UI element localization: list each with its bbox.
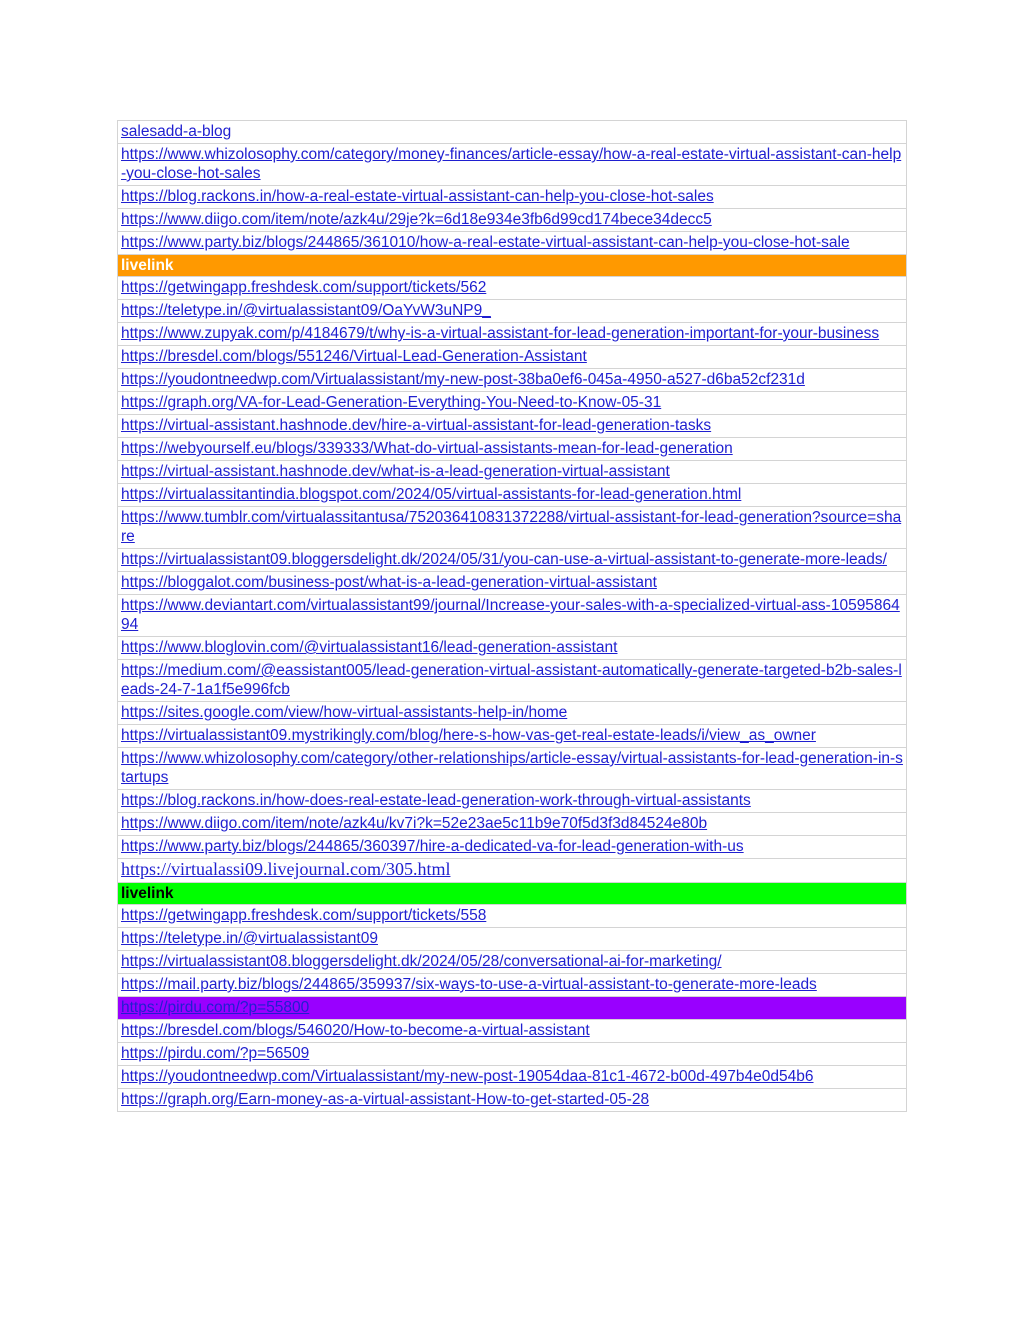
link[interactable]: https://webyourself.eu/blogs/339333/What-do-virtual-assistants-mean-for-lead-generation bbox=[121, 440, 733, 457]
link[interactable]: https://www.zupyak.com/p/4184679/t/why-is-a-virtual-assistant-for-lead-generation-important-for-your-business bbox=[121, 325, 880, 342]
section-header-label: livelink bbox=[118, 255, 907, 277]
link[interactable]: https://pirdu.com/?p=55800 bbox=[121, 999, 310, 1016]
link-cell bbox=[118, 186, 907, 209]
link-row bbox=[118, 859, 907, 883]
link-row bbox=[118, 660, 907, 702]
link-cell bbox=[118, 415, 907, 438]
link-cell bbox=[118, 974, 907, 997]
link[interactable]: https://getwingapp.freshdesk.com/support/tickets/558 bbox=[121, 907, 487, 924]
link-row bbox=[118, 369, 907, 392]
link[interactable]: https://virtualassi09.livejournal.com/305.html bbox=[121, 859, 451, 879]
link-table-body bbox=[118, 121, 907, 1112]
link-cell bbox=[118, 507, 907, 549]
link[interactable]: salesadd-a-blog bbox=[121, 123, 232, 140]
link-row bbox=[118, 549, 907, 572]
link-row bbox=[118, 748, 907, 790]
link[interactable]: https://teletype.in/@virtualassistant09/OaYvW3uNP9_ bbox=[121, 302, 491, 319]
link-row bbox=[118, 702, 907, 725]
link-cell bbox=[118, 300, 907, 323]
link-cell bbox=[118, 1066, 907, 1089]
link[interactable]: https://www.tumblr.com/virtualassitantusa/752036410831372288/virtual-assistant-for-lead-generation?source=share bbox=[121, 509, 902, 545]
link-cell bbox=[118, 595, 907, 637]
link-row bbox=[118, 905, 907, 928]
link[interactable]: https://medium.com/@eassistant005/lead-generation-virtual-assistant-automatically-generate-targeted-b2b-sales-leads-24-7-1a1f5e996fcb bbox=[121, 662, 902, 698]
link[interactable]: https://bresdel.com/blogs/546020/How-to-become-a-virtual-assistant bbox=[121, 1022, 590, 1039]
link-row bbox=[118, 974, 907, 997]
link-cell bbox=[118, 277, 907, 300]
link-row bbox=[118, 1066, 907, 1089]
link[interactable]: https://www.bloglovin.com/@virtualassistant16/lead-generation-assistant bbox=[121, 639, 618, 656]
link[interactable]: https://virtual-assistant.hashnode.dev/what-is-a-lead-generation-virtual-assistant bbox=[121, 463, 670, 480]
link[interactable]: https://www.whizolosophy.com/category/other-relationships/article-essay/virtual-assistants-for-lead-generation-in-startups bbox=[121, 750, 903, 786]
link-row bbox=[118, 1043, 907, 1066]
link[interactable]: https://youdontneedwp.com/Virtualassistant/my-new-post-19054daa-81c1-4672-b00d-497b4e0d54b6 bbox=[121, 1068, 814, 1085]
link[interactable]: https://sites.google.com/view/how-virtual-assistants-help-in/home bbox=[121, 704, 568, 721]
link[interactable]: https://pirdu.com/?p=56509 bbox=[121, 1045, 310, 1062]
link[interactable]: https://www.party.biz/blogs/244865/361010/how-a-real-estate-virtual-assistant-can-help-you-close-hot-sale bbox=[121, 234, 850, 251]
link-row bbox=[118, 507, 907, 549]
link-cell bbox=[118, 725, 907, 748]
link-cell bbox=[118, 438, 907, 461]
link-row bbox=[118, 392, 907, 415]
link-cell bbox=[118, 121, 907, 144]
link-cell bbox=[118, 836, 907, 859]
link-cell bbox=[118, 951, 907, 974]
link-cell bbox=[118, 144, 907, 186]
link-cell bbox=[118, 572, 907, 595]
link-row bbox=[118, 323, 907, 346]
link-row bbox=[118, 415, 907, 438]
link[interactable]: https://virtualassitantindia.blogspot.com/2024/05/virtual-assistants-for-lead-generation.html bbox=[121, 486, 742, 503]
link[interactable]: https://teletype.in/@virtualassistant09 bbox=[121, 930, 378, 947]
link[interactable]: https://graph.org/VA-for-Lead-Generation-Everything-You-Need-to-Know-05-31 bbox=[121, 394, 662, 411]
link[interactable]: https://blog.rackons.in/how-does-real-estate-lead-generation-work-through-virtual-assistants bbox=[121, 792, 751, 809]
link[interactable]: https://www.deviantart.com/virtualassistant99/journal/Increase-your-sales-with-a-specialized-virtual-ass-1059586494 bbox=[121, 597, 900, 633]
link-cell bbox=[118, 346, 907, 369]
link[interactable]: https://youdontneedwp.com/Virtualassistant/my-new-post-38ba0ef6-045a-4950-a527-d6ba52cf231d bbox=[121, 371, 805, 388]
link-row bbox=[118, 997, 907, 1020]
link-cell bbox=[118, 461, 907, 484]
link[interactable]: https://blog.rackons.in/how-a-real-estate-virtual-assistant-can-help-you-close-hot-sales bbox=[121, 188, 714, 205]
link[interactable]: https://virtualassistant09.mystrikingly.com/blog/here-s-how-vas-get-real-estate-leads/i/view_as_owner bbox=[121, 727, 816, 744]
link[interactable]: https://virtual-assistant.hashnode.dev/hire-a-virtual-assistant-for-lead-generation-tasks bbox=[121, 417, 712, 434]
link[interactable]: https://virtualassistant09.bloggersdelight.dk/2024/05/31/you-can-use-a-virtual-assistant-to-generate-more-leads/ bbox=[121, 551, 887, 568]
link-cell bbox=[118, 790, 907, 813]
link-row bbox=[118, 572, 907, 595]
link-row bbox=[118, 790, 907, 813]
link-row bbox=[118, 300, 907, 323]
link-cell bbox=[118, 997, 907, 1020]
link-cell bbox=[118, 748, 907, 790]
link-cell bbox=[118, 702, 907, 725]
link-row bbox=[118, 836, 907, 859]
link[interactable]: https://www.party.biz/blogs/244865/360397/hire-a-dedicated-va-for-lead-generation-with-us bbox=[121, 838, 744, 855]
link-row bbox=[118, 951, 907, 974]
link-row bbox=[118, 725, 907, 748]
link[interactable]: https://getwingapp.freshdesk.com/support/tickets/562 bbox=[121, 279, 487, 296]
link-row bbox=[118, 346, 907, 369]
link-cell bbox=[118, 637, 907, 660]
link-table bbox=[117, 120, 907, 1112]
section-header-row bbox=[118, 883, 907, 905]
link[interactable]: https://mail.party.biz/blogs/244865/359937/six-ways-to-use-a-virtual-assistant-to-generate-more-leads bbox=[121, 976, 817, 993]
link-row bbox=[118, 277, 907, 300]
link-cell bbox=[118, 1020, 907, 1043]
link-cell bbox=[118, 209, 907, 232]
link[interactable]: https://bresdel.com/blogs/551246/Virtual-Lead-Generation-Assistant bbox=[121, 348, 587, 365]
link[interactable]: https://www.diigo.com/item/note/azk4u/29je?k=6d18e934e3fb6d99cd174bece34decc5 bbox=[121, 211, 712, 228]
link[interactable]: https://bloggalot.com/business-post/what-is-a-lead-generation-virtual-assistant bbox=[121, 574, 657, 591]
link[interactable]: https://graph.org/Earn-money-as-a-virtual-assistant-How-to-get-started-05-28 bbox=[121, 1091, 650, 1108]
link-row bbox=[118, 144, 907, 186]
link-cell bbox=[118, 660, 907, 702]
link-row bbox=[118, 637, 907, 660]
link-cell bbox=[118, 549, 907, 572]
link-cell bbox=[118, 1089, 907, 1112]
link-row bbox=[118, 484, 907, 507]
link-cell bbox=[118, 484, 907, 507]
link-row bbox=[118, 186, 907, 209]
link-row bbox=[118, 121, 907, 144]
link-cell bbox=[118, 859, 907, 883]
link-row bbox=[118, 928, 907, 951]
link-row bbox=[118, 209, 907, 232]
link-cell bbox=[118, 369, 907, 392]
section-header-row bbox=[118, 255, 907, 277]
link-cell bbox=[118, 928, 907, 951]
link-cell bbox=[118, 392, 907, 415]
section-header-label: livelink bbox=[118, 883, 907, 905]
link-cell bbox=[118, 232, 907, 255]
link-row bbox=[118, 813, 907, 836]
link-cell bbox=[118, 323, 907, 346]
link-cell bbox=[118, 813, 907, 836]
link-row bbox=[118, 1089, 907, 1112]
link[interactable]: https://www.whizolosophy.com/category/money-finances/article-essay/how-a-real-estate-virtual-assistant-can-help-you-close-hot-sales bbox=[121, 146, 902, 182]
link-row bbox=[118, 1020, 907, 1043]
link-cell bbox=[118, 1043, 907, 1066]
link-row bbox=[118, 232, 907, 255]
link-row bbox=[118, 595, 907, 637]
link-cell bbox=[118, 905, 907, 928]
link-row bbox=[118, 438, 907, 461]
link[interactable]: https://virtualassistant08.bloggersdelight.dk/2024/05/28/conversational-ai-for-marketing/ bbox=[121, 953, 722, 970]
link[interactable]: https://www.diigo.com/item/note/azk4u/kv7i?k=52e23ae5c11b9e70f5d3f3d84524e80b bbox=[121, 815, 708, 832]
link-row bbox=[118, 461, 907, 484]
